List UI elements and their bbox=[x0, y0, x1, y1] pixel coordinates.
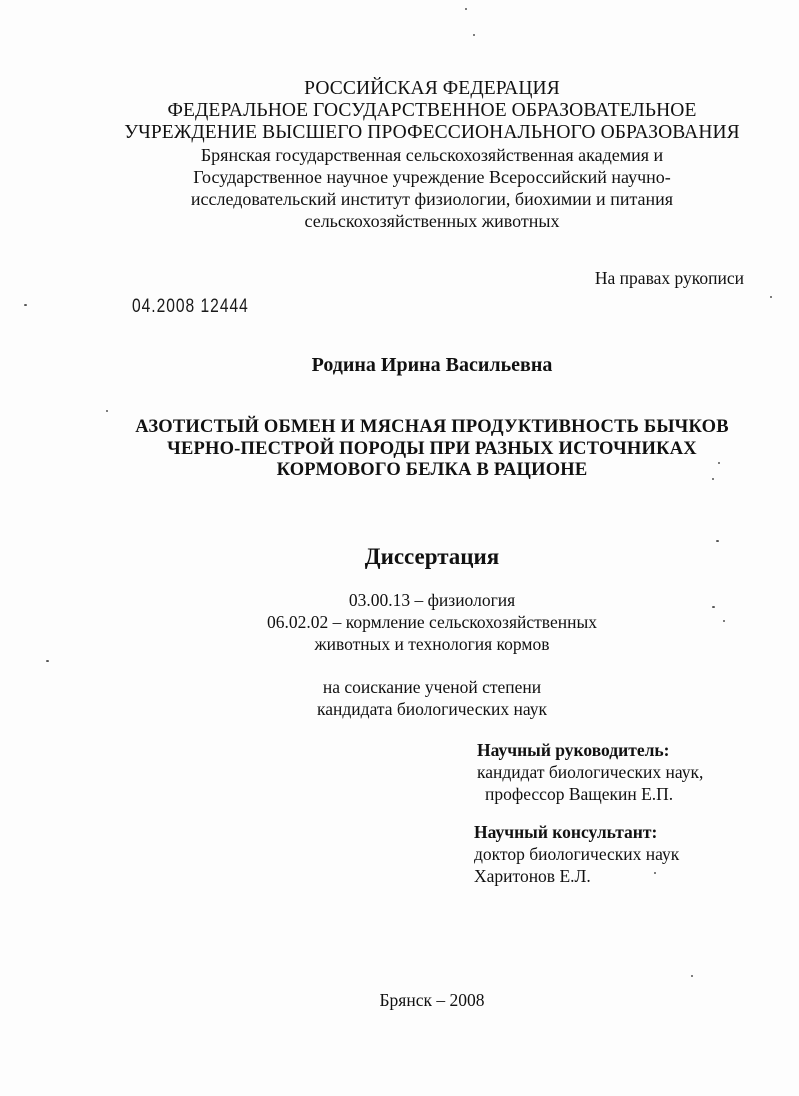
scan-speck bbox=[473, 34, 475, 36]
header-research-institution: Государственное научное учреждение Всероссийский научно- bbox=[193, 167, 671, 187]
scan-speck bbox=[46, 660, 49, 662]
supervisor-heading: Научный руководитель: bbox=[477, 740, 670, 760]
consultant-degree: доктор биологических наук bbox=[474, 844, 680, 864]
city-year-footer: Брянск – 2008 bbox=[379, 990, 485, 1010]
degree-line-2: кандидата биологических наук bbox=[317, 699, 547, 719]
scan-speck bbox=[24, 304, 27, 306]
header-institution-level: УЧРЕЖДЕНИЕ ВЫСШЕГО ПРОФЕССИОНАЛЬНОГО ОБРАЗОВАНИЯ bbox=[124, 122, 740, 143]
scan-speck bbox=[770, 296, 772, 298]
dissertation-title-line-3: КОРМОВОГО БЕЛКА В РАЦИОНЕ bbox=[276, 460, 588, 480]
scan-speck bbox=[691, 975, 693, 977]
scan-speck bbox=[654, 872, 656, 874]
supervisor-degree: кандидат биологических наук, bbox=[477, 762, 704, 782]
header-country: РОССИЙСКАЯ ФЕДЕРАЦИЯ bbox=[304, 78, 560, 99]
consultant-name: Харитонов Е.Л. bbox=[474, 866, 591, 886]
scan-speck bbox=[718, 462, 720, 464]
consultant-heading: Научный консультант: bbox=[474, 822, 658, 842]
specialty-line-1: 03.00.13 – физиология bbox=[348, 590, 516, 610]
specialty-line-2: 06.02.02 – кормление сельскохозяйственных bbox=[267, 612, 597, 632]
scan-speck bbox=[712, 606, 715, 608]
scan-speck bbox=[716, 540, 719, 542]
header-institute-name: исследовательский институт физиологии, биохимии и питания bbox=[190, 189, 674, 209]
registration-number-stamp: 04.2008 12444 bbox=[132, 296, 249, 317]
header-academy: Брянская государственная сельскохозяйственная академия и bbox=[200, 145, 664, 165]
scan-speck bbox=[723, 620, 725, 622]
scan-speck bbox=[712, 478, 714, 480]
header-institution-type: ФЕДЕРАЛЬНОЕ ГОСУДАРСТВЕННОЕ ОБРАЗОВАТЕЛЬНОЕ bbox=[167, 100, 697, 121]
manuscript-rights-note: На правах рукописи bbox=[594, 268, 744, 288]
supervisor-name: профессор Ващекин Е.П. bbox=[485, 784, 674, 804]
specialty-line-3: животных и технология кормов bbox=[314, 634, 550, 654]
dissertation-title-line-2: ЧЕРНО-ПЕСТРОЙ ПОРОДЫ ПРИ РАЗНЫХ ИСТОЧНИКАХ bbox=[167, 439, 697, 459]
scan-speck bbox=[106, 410, 108, 412]
dissertation-title-line-1: АЗОТИСТЫЙ ОБМЕН И МЯСНАЯ ПРОДУКТИВНОСТЬ БЫЧКОВ bbox=[135, 417, 729, 437]
document-type-heading: Диссертация bbox=[364, 544, 500, 569]
author-name: Родина Ирина Васильевна bbox=[311, 354, 553, 376]
degree-line-1: на соискание ученой степени bbox=[322, 677, 542, 697]
scan-speck bbox=[465, 8, 467, 10]
header-institute-subject: сельскохозяйственных животных bbox=[304, 211, 560, 231]
